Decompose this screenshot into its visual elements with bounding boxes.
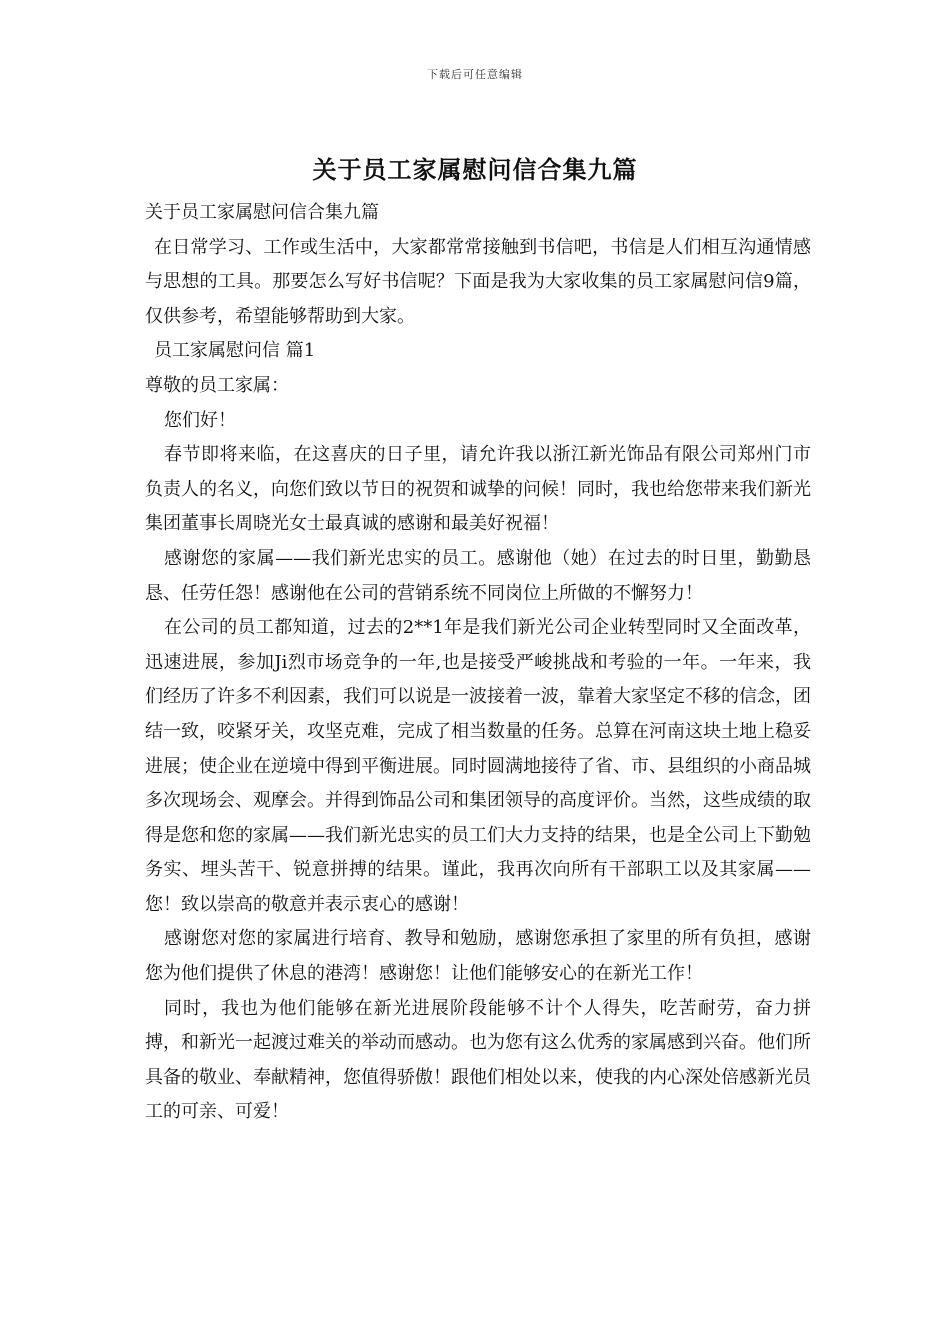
body-paragraph: 同时，我也为他们能够在新光进展阶段能够不计个人得失，吃苦耐劳，奋力拼搏，和新光一起渡过难关的举动而感动。也为您有这么优秀的家属感到兴奋。他们所具备的敬业、奉献精神，您值得骄傲！跟他们相处以来，使我的内心深处倍感新光员工的可亲、可爱！ [145,997,811,1123]
body-paragraph: 春节即将来临，在这喜庆的日子里，请允许我以浙江新光饰品有限公司郑州门市负责人的名义，向您们致以节日的祝贺和诚挚的问候！同时，我也给您带来我们新光集团董事长周晓光女士最真诚的感谢和最美好祝福！ [145,444,811,535]
body-paragraph: 在公司的员工都知道，过去的2**1年是我们新光公司企业转型同时又全面改革，迅速进展，参加Ji烈市场竞争的一年,也是接受严峻挑战和考验的一年。一年来，我们经历了许多不利因素，我们可以说是一波接着一波，靠着大家坚定不移的信念，团结一致，咬紧牙关，攻坚克难，完成了相当数量的任务。总算在河南这块土地上稳妥进展；使企业在逆境中得到平衡进展。同时圆满地接待了省、市、县组织的小商品城多次现场会、观摩会。并得到饰品公司和集团领导的高度评价。当然，这些成绩的取得是您和您的家属——我们新光忠实的员工们大力支持的结果，也是全公司上下勤勉务实、埋头苦干、锐意拼搏的结果。谨此，我再次向所有干部职工以及其家属——您！致以崇高的敬意并表示衷心的感谢！ [145,617,811,915]
body-paragraph: 感谢您对您的家属进行培育、教导和勉励，感谢您承担了家里的所有负担，感谢您为他们提供了休息的港湾！感谢您！让他们能够安心的在新光工作！ [145,928,811,985]
header-note: 下载后可任意编辑 [427,68,523,81]
greeting: 您们好！ [164,409,236,431]
section-heading: 员工家属慰问信 篇1 [154,340,316,362]
document-title: 关于员工家属慰问信合集九篇 [312,155,638,184]
salutation: 尊敬的员工家属： [145,374,289,396]
document-body [145,196,811,1130]
subtitle-line: 关于员工家属慰问信合集九篇 [145,202,379,223]
intro-paragraph: 在日常学习、工作或生活中，大家都常常接触到书信吧，书信是人们相互沟通情感与思想的工具。那要怎么写好书信呢？下面是我为大家收集的员工家属慰问信9篇，仅供参考，希望能够帮助到大家。 [145,236,811,327]
body-paragraph: 感谢您的家属——我们新光忠实的员工。感谢他（她）在过去的时日里，勤勤恳恳、任劳任怨！感谢他在公司的营销系统不同岗位上所做的不懈努力！ [145,547,811,604]
